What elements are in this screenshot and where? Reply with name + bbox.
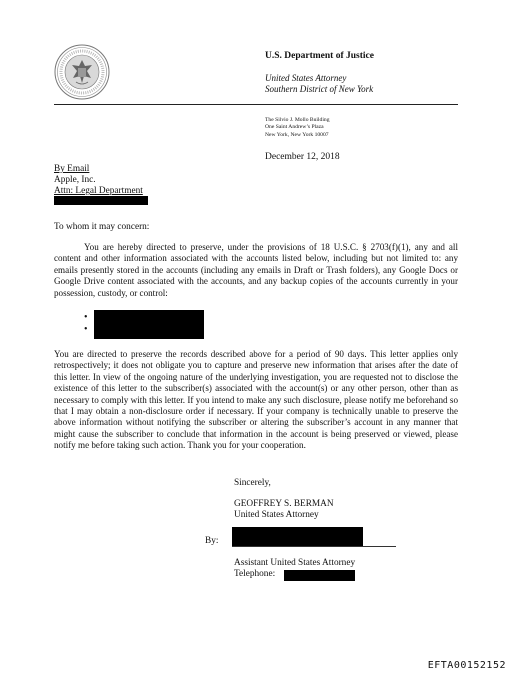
letterhead [265,50,495,95]
address-line: One Saint Andrew’s Plaza [265,124,324,131]
closing-sincerely: Sincerely, [234,478,271,488]
document-id: EFTA00152152 [427,660,506,671]
recipient-company: Apple, Inc. [54,175,96,185]
bullet: • [84,312,88,323]
bullet: • [84,324,88,335]
redaction-block [54,196,148,205]
office-district: Southern District of New York [265,84,374,94]
office-address [265,117,330,139]
letterhead-divider [54,104,458,105]
address-line: New York, New York 10007 [265,131,329,138]
doj-seal-icon [54,44,110,100]
ausa-title: Assistant United States Attorney [234,558,356,568]
body-paragraph: You are directed to preserve the records described above for a period of 90 days. This letter applies only retrospectively; it does not obligate you to capture and preserve new information that arises after the date of this letter. In view of the ongoing nature of the underlying investigation, you are requested not to disclose the existence of this letter to the subscriber(s) associated with the account(s) or any other person, other than as necessary to comply with this letter. If you intend to make any such disclosure, please notify me beforehand so that I may obtain a non-disclosure order if necessary. If your company is technically unable to preserve the above information without notifying the subscriber or altering the subscriber’s account in any manner that might cause the subscriber to conclude that information in the account is being preserved or viewed, please notify me before taking such action. Thank you for your cooperation. [54,349,458,451]
salutation: To whom it may concern: [54,222,150,232]
signer-title: United States Attorney [234,510,319,520]
address-line: The Silvio J. Mollo Building [265,117,330,123]
telephone-label: Telephone: [234,569,276,579]
body-paragraph: You are hereby directed to preserve, under the provisions of 18 U.S.C. § 2703(f)(1), any and all content and other information associated with the accounts listed below, including but not limited to: any emails presently stored in the accounts (including any emails in Draft or Trash folders), any Google Docs or Google Drive content associated with the accounts, and any backup copies of the accounts currently in your possession, custody, or control: [54,242,458,298]
letter-date: December 12, 2018 [265,152,340,162]
signer-name: GEOFFREY S. BERMAN [234,499,334,509]
office-title: United States Attorney [265,73,347,83]
signer-block [234,499,334,521]
by-label: By: [205,536,219,546]
recipient-attention: Attn: Legal Department [54,186,143,196]
signature-line [232,546,396,547]
redaction-block [284,570,355,581]
redaction-block [94,310,204,339]
recipient-block [54,164,143,197]
redaction-block [232,527,363,546]
delivery-method: By Email [54,164,90,174]
department-name: U.S. Department of Justice [265,51,374,61]
